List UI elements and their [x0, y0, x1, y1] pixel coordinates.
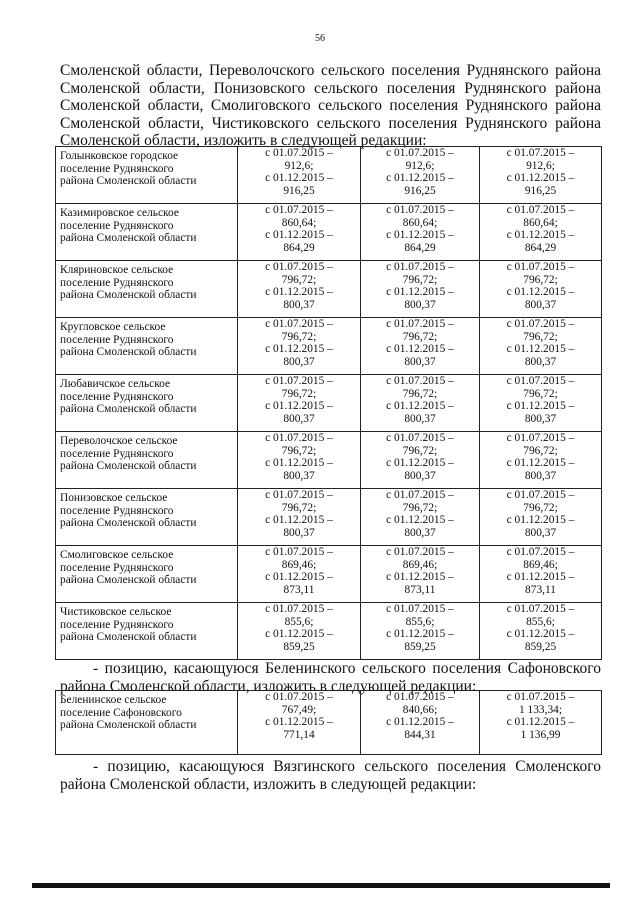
settlement-name-cell	[56, 375, 238, 432]
tariff-value-line: с 01.12.2015 –	[506, 286, 575, 299]
tariff-value-cell	[238, 603, 361, 660]
tariff-value-line: с 01.12.2015 –	[386, 514, 454, 527]
tariff-table-belenino	[55, 690, 602, 755]
tariff-value-cell	[361, 375, 480, 432]
tariff-value-line: 796,72;	[402, 387, 438, 400]
tariff-value-line: с 01.07.2015 –	[386, 204, 454, 216]
paragraph-belenino	[93, 660, 601, 678]
tariff-value-line: 796,72;	[402, 330, 438, 343]
tariff-value-line: с 01.12.2015 –	[386, 716, 454, 729]
tariff-value-line: с 01.12.2015 –	[265, 343, 333, 356]
tariff-value-line: с 01.07.2015 –	[506, 147, 575, 159]
tariff-value-line: с 01.12.2015 –	[386, 343, 454, 356]
tariff-value-cell	[480, 432, 602, 489]
tariff-value-line: 912,6;	[284, 159, 314, 172]
tariff-value-line: 800,37	[524, 355, 557, 368]
tariff-value-line: 855,6;	[284, 615, 314, 628]
tariff-value-line: 873,11	[525, 583, 556, 596]
tariff-value-line: 859,25	[524, 640, 557, 653]
tariff-value-line: 800,37	[404, 526, 436, 539]
paragraph-vyazgino	[93, 758, 601, 776]
tariff-value-cell	[480, 318, 602, 375]
settlement-name-cell	[56, 432, 238, 489]
tariff-value-line: 800,37	[404, 298, 436, 311]
tariff-value-line: 800,37	[283, 298, 315, 311]
tariff-value-line: с 01.07.2015 –	[265, 489, 333, 501]
tariff-value-line: 869,46;	[281, 558, 317, 571]
tariff-value-line: с 01.12.2015 –	[386, 400, 454, 413]
tariff-value-line: с 01.07.2015 –	[506, 261, 575, 273]
tariff-value-line: с 01.07.2015 –	[506, 432, 575, 444]
settlement-name-line: района Смоленской области	[60, 289, 197, 302]
settlement-name-line: Понизовское сельское	[60, 492, 168, 504]
tariff-value-cell	[238, 318, 361, 375]
intro-line: Смоленской области, Понизовского сельского поселения Руднянского района	[60, 79, 601, 97]
tariff-value-line: с 01.12.2015 –	[506, 343, 575, 356]
settlement-name-cell	[56, 204, 238, 261]
tariff-value-line: с 01.12.2015 –	[506, 229, 575, 242]
settlement-name-line: поселение Руднянского	[60, 219, 174, 232]
intro-line: Смоленской области, изложить в следующей редакции:	[60, 132, 427, 150]
tariff-value-line: 796,72;	[523, 444, 558, 457]
tariff-value-line: с 01.12.2015 –	[265, 229, 333, 242]
tariff-value-cell	[238, 489, 361, 546]
tariff-value-line: с 01.12.2015 –	[265, 400, 333, 413]
table-row	[56, 489, 602, 546]
tariff-value-cell	[480, 204, 602, 261]
tariff-value-line: 796,72;	[281, 273, 317, 286]
table-row	[56, 318, 602, 375]
tariff-value-cell	[480, 375, 602, 432]
tariff-value-line: с 01.12.2015 –	[265, 286, 333, 299]
tariff-value-cell	[361, 691, 480, 755]
settlement-name-line: поселение Сафоновского	[60, 706, 182, 719]
tariff-value-cell	[361, 147, 480, 204]
settlement-name-line: района Смоленской области	[60, 460, 197, 473]
tariff-value-line: 796,72;	[402, 444, 438, 457]
settlement-name-line: района Смоленской области	[60, 631, 197, 644]
tariff-value-cell	[480, 691, 602, 755]
settlement-name-line: Казимировское сельское	[60, 207, 179, 219]
tariff-value-line: с 01.12.2015 –	[386, 571, 454, 584]
para-line: - позицию, касающуюся Вязгинского сельского поселения Смоленского	[93, 758, 601, 775]
tariff-value-line: с 01.07.2015 –	[506, 603, 575, 615]
tariff-value-line: с 01.07.2015 –	[265, 261, 333, 273]
settlement-name-line: поселение Руднянского	[60, 162, 174, 175]
tariff-value-line: с 01.07.2015 –	[265, 546, 333, 558]
tariff-value-line: с 01.07.2015 –	[386, 603, 454, 615]
tariff-value-line: с 01.07.2015 –	[265, 603, 333, 615]
tariff-value-line: 800,37	[283, 526, 315, 539]
tariff-value-line: 796,72;	[523, 330, 558, 343]
tariff-value-line: 796,72;	[281, 387, 317, 400]
settlement-name-cell	[56, 691, 238, 755]
page-number: 56	[315, 33, 325, 44]
settlement-name-line: Беленинское сельское	[60, 694, 167, 706]
tariff-value-line: 864,29	[404, 241, 436, 254]
settlement-name-line: Переволочское сельское	[60, 435, 178, 447]
table-row	[56, 603, 602, 660]
tariff-value-line: 1 136,99	[520, 728, 561, 741]
tariff-value-line: 855,6;	[405, 615, 435, 628]
tariff-value-cell	[238, 147, 361, 204]
tariff-value-line: 859,25	[283, 640, 315, 653]
settlement-name-line: поселение Руднянского	[60, 390, 174, 403]
tariff-value-cell	[480, 261, 602, 318]
tariff-value-line: с 01.12.2015 –	[265, 172, 333, 185]
tariff-value-line: 796,72;	[281, 330, 317, 343]
tariff-value-line: 796,72;	[402, 501, 438, 514]
tariff-value-line: 873,11	[404, 583, 436, 596]
tariff-value-line: 800,37	[524, 412, 557, 425]
settlement-name-line: Голынковское городское	[60, 150, 179, 162]
tariff-value-line: 916,25	[524, 184, 557, 197]
tariff-value-line: 860,64;	[402, 216, 438, 229]
tariff-value-line: с 01.07.2015 –	[386, 489, 454, 501]
tariff-value-line: 869,46;	[523, 558, 558, 571]
tariff-value-line: с 01.07.2015 –	[506, 691, 575, 703]
tariff-value-line: 767,49;	[281, 703, 317, 716]
tariff-value-line: с 01.07.2015 –	[386, 318, 454, 330]
tariff-value-line: 796,72;	[523, 387, 558, 400]
tariff-value-line: 796,72;	[402, 273, 438, 286]
tariff-value-line: 873,11	[283, 583, 315, 596]
settlement-name-line: Чистиковское сельское	[60, 606, 172, 618]
para-line: района Смоленской области, изложить в следующей редакции:	[60, 775, 477, 793]
table-row	[56, 375, 602, 432]
tariff-value-line: с 01.12.2015 –	[506, 571, 575, 584]
tariff-value-line: 859,25	[404, 640, 436, 653]
tariff-value-cell	[238, 261, 361, 318]
tariff-value-line: 796,72;	[281, 444, 317, 457]
tariff-value-line: 800,37	[283, 469, 315, 482]
tariff-value-cell	[238, 691, 361, 755]
tariff-value-line: с 01.07.2015 –	[386, 261, 454, 273]
settlement-name-line: поселение Руднянского	[60, 618, 174, 631]
settlement-name-line: поселение Руднянского	[60, 333, 174, 346]
settlement-name-line: района Смоленской области	[60, 574, 197, 587]
tariff-value-line: с 01.12.2015 –	[386, 172, 454, 185]
bottom-rule	[32, 883, 610, 888]
tariff-value-line: с 01.12.2015 –	[265, 716, 333, 729]
tariff-value-line: 800,37	[524, 298, 557, 311]
tariff-value-line: с 01.07.2015 –	[386, 432, 454, 444]
tariff-value-line: с 01.07.2015 –	[265, 147, 333, 159]
settlement-name-line: Кляриновское сельское	[60, 264, 174, 276]
tariff-value-line: с 01.12.2015 –	[386, 628, 454, 641]
tariff-value-line: 796,72;	[523, 501, 558, 514]
settlement-name-line: Смолиговское сельское	[60, 549, 174, 561]
settlement-name-cell	[56, 318, 238, 375]
tariff-value-line: с 01.07.2015 –	[506, 489, 575, 501]
tariff-value-line: с 01.07.2015 –	[386, 691, 454, 703]
settlement-name-cell	[56, 546, 238, 603]
tariff-value-line: с 01.12.2015 –	[265, 457, 333, 470]
table-row	[56, 261, 602, 318]
table-row	[56, 432, 602, 489]
tariff-value-line: 864,29	[524, 241, 557, 254]
tariff-value-line: 912,6;	[526, 159, 555, 172]
tariff-value-cell	[361, 261, 480, 318]
tariff-value-line: 864,29	[283, 241, 315, 254]
settlement-name-line: района Смоленской области	[60, 719, 197, 732]
settlement-name-cell	[56, 261, 238, 318]
tariff-value-line: с 01.12.2015 –	[506, 628, 575, 641]
tariff-value-line: 1 133,34;	[518, 703, 563, 716]
tariff-value-cell	[361, 489, 480, 546]
tariff-value-line: с 01.12.2015 –	[506, 514, 575, 527]
settlement-name-line: района Смоленской области	[60, 517, 197, 530]
settlement-name-line: поселение Руднянского	[60, 276, 174, 289]
settlement-name-line: района Смоленской области	[60, 403, 197, 416]
paragraph-vyazgino-cont	[60, 776, 601, 794]
tariff-value-line: 800,37	[524, 526, 557, 539]
tariff-value-cell	[361, 603, 480, 660]
tariff-value-cell	[361, 546, 480, 603]
tariff-value-cell	[361, 432, 480, 489]
para-line: - позицию, касающуюся Беленинского сельского поселения Сафоновского	[93, 660, 601, 677]
tariff-value-line: 855,6;	[526, 615, 555, 628]
intro-line: Смоленской области, Чистиковского сельского поселения Руднянского района	[60, 114, 601, 132]
tariff-value-line: с 01.07.2015 –	[386, 546, 454, 558]
table-row	[56, 147, 602, 204]
tariff-value-line: 800,37	[283, 355, 315, 368]
settlement-name-line: поселение Руднянского	[60, 447, 174, 460]
intro-line: Смоленской области, Переволочского сельского поселения Руднянского района	[60, 62, 601, 79]
settlement-name-cell	[56, 489, 238, 546]
tariff-value-line: 771,14	[283, 728, 315, 741]
tariff-value-line: с 01.12.2015 –	[386, 286, 454, 299]
tariff-value-line: с 01.12.2015 –	[386, 457, 454, 470]
tariff-value-line: с 01.07.2015 –	[506, 318, 575, 330]
tariff-value-cell	[480, 147, 602, 204]
tariff-value-line: с 01.12.2015 –	[386, 229, 454, 242]
tariff-value-line: с 01.12.2015 –	[265, 628, 333, 641]
tariff-value-line: с 01.07.2015 –	[506, 375, 575, 387]
settlement-name-line: района Смоленской области	[60, 232, 197, 245]
tariff-value-line: 912,6;	[405, 159, 435, 172]
tariff-value-line: с 01.07.2015 –	[265, 204, 333, 216]
tariff-value-line: с 01.07.2015 –	[386, 147, 454, 159]
tariff-value-line: с 01.12.2015 –	[506, 716, 575, 729]
tariff-value-cell	[480, 489, 602, 546]
tariff-value-line: с 01.12.2015 –	[265, 571, 333, 584]
tariff-value-line: с 01.12.2015 –	[506, 172, 575, 185]
tariff-value-cell	[238, 204, 361, 261]
settlement-name-line: района Смоленской области	[60, 346, 197, 359]
tariff-value-line: 796,72;	[281, 501, 317, 514]
tariff-value-line: с 01.12.2015 –	[506, 400, 575, 413]
tariff-value-line: с 01.07.2015 –	[506, 546, 575, 558]
tariff-value-cell	[238, 546, 361, 603]
tariff-value-line: с 01.07.2015 –	[265, 318, 333, 330]
tariff-value-cell	[361, 204, 480, 261]
tariff-table-rudnya	[55, 146, 602, 660]
tariff-value-line: 844,31	[404, 728, 436, 741]
tariff-value-cell	[480, 546, 602, 603]
intro-paragraph	[60, 62, 601, 150]
tariff-value-line: с 01.07.2015 –	[506, 204, 575, 216]
settlement-name-line: района Смоленской области	[60, 175, 197, 188]
tariff-value-line: с 01.12.2015 –	[265, 514, 333, 527]
para-line: района Смоленской области, изложить в следующей редакции:	[60, 677, 477, 695]
tariff-value-line: с 01.07.2015 –	[386, 375, 454, 387]
tariff-value-line: с 01.07.2015 –	[265, 691, 333, 703]
tariff-value-line: 916,25	[404, 184, 436, 197]
tariff-value-line: 916,25	[283, 184, 315, 197]
table-row	[56, 546, 602, 603]
tariff-value-line: 796,72;	[523, 273, 558, 286]
tariff-value-cell	[480, 603, 602, 660]
tariff-value-cell	[238, 375, 361, 432]
settlement-name-line: поселение Руднянского	[60, 561, 174, 574]
intro-line: Смоленской области, Смолиговского сельского поселения Руднянского района	[60, 97, 601, 115]
tariff-value-line: 800,37	[283, 412, 315, 425]
tariff-value-line: 860,64;	[523, 216, 558, 229]
settlement-name-line: Любавичское сельское	[60, 378, 171, 390]
tariff-value-line: с 01.07.2015 –	[265, 375, 333, 387]
tariff-value-line: 800,37	[404, 469, 436, 482]
settlement-name-cell	[56, 603, 238, 660]
tariff-value-line: 860,64;	[281, 216, 317, 229]
tariff-value-line: 840,66;	[402, 703, 438, 716]
tariff-value-line: 800,37	[524, 469, 557, 482]
table-row	[56, 204, 602, 261]
table-row	[56, 691, 602, 755]
tariff-value-line: 800,37	[404, 412, 436, 425]
tariff-value-line: с 01.12.2015 –	[506, 457, 575, 470]
settlement-name-cell	[56, 147, 238, 204]
settlement-name-line: поселение Руднянского	[60, 504, 174, 517]
settlement-name-line: Кругловское сельское	[60, 321, 166, 333]
tariff-value-cell	[238, 432, 361, 489]
tariff-value-cell	[361, 318, 480, 375]
tariff-value-line: 800,37	[404, 355, 436, 368]
tariff-value-line: с 01.07.2015 –	[265, 432, 333, 444]
tariff-value-line: 869,46;	[402, 558, 438, 571]
